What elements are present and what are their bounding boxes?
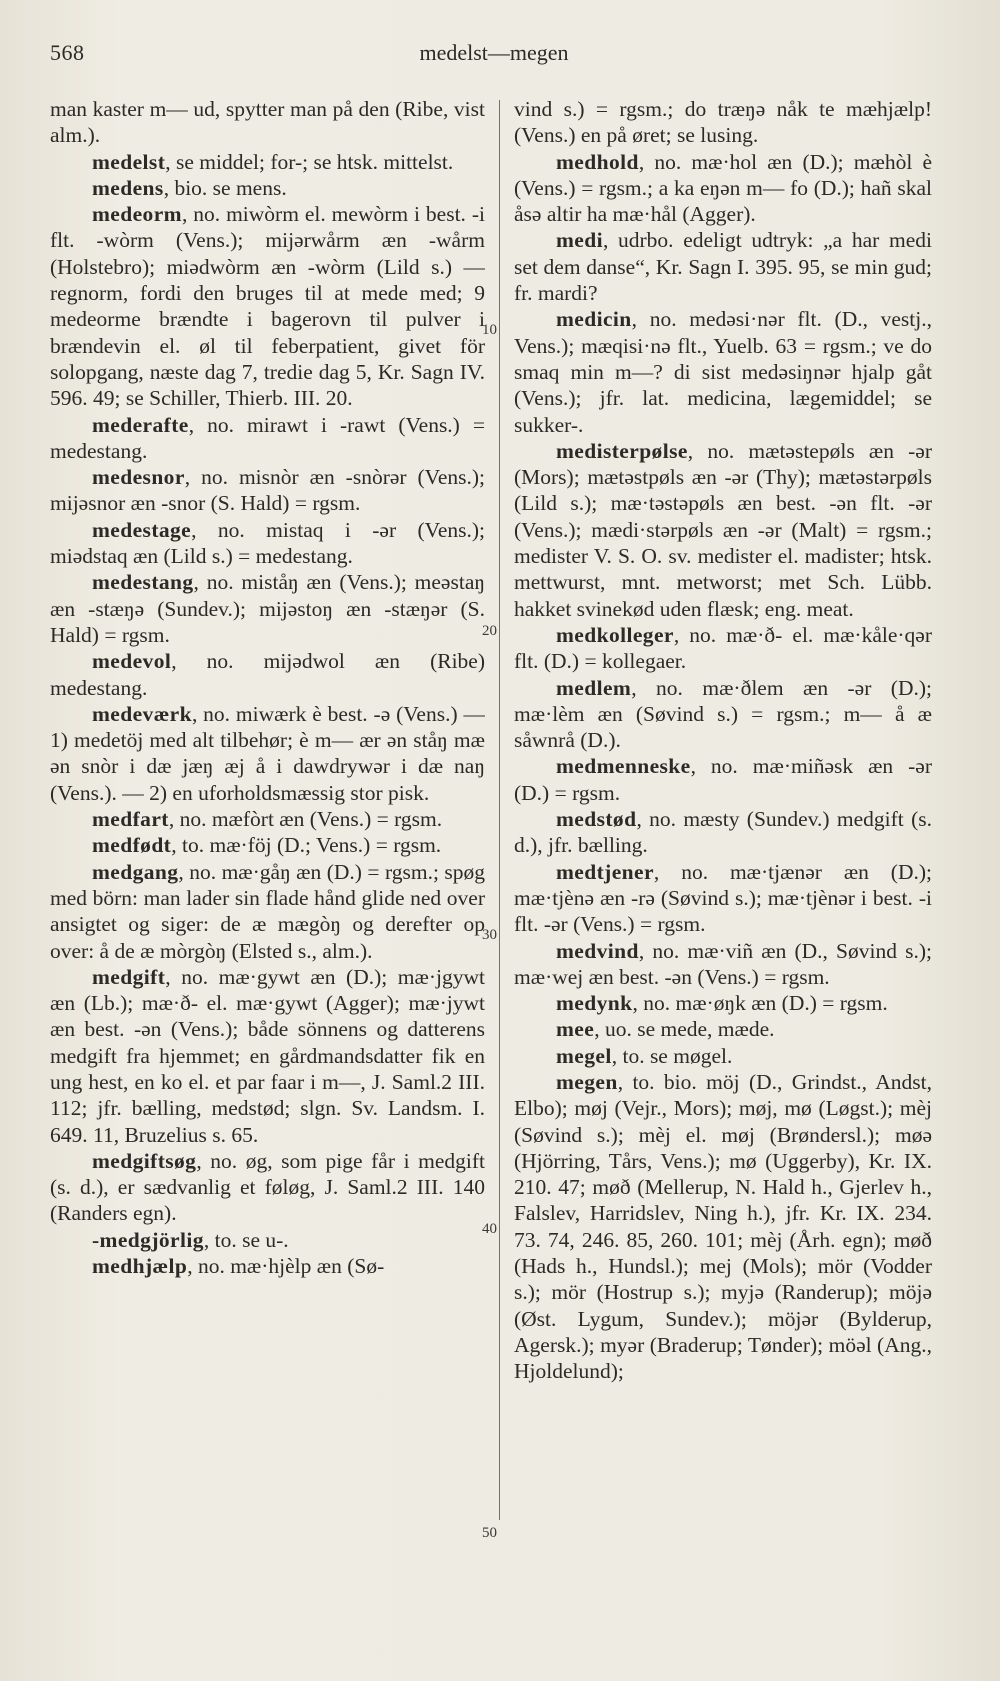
dictionary-entry — [514, 859, 932, 938]
line-number-20: 20 — [482, 623, 497, 639]
entry-headword: medfødt — [92, 833, 172, 858]
dictionary-entry — [50, 648, 485, 701]
dictionary-entry — [514, 938, 932, 991]
entry-headword: medesnor — [92, 465, 185, 490]
dictionary-entry — [514, 438, 932, 622]
entry-text: , to. se u-. — [203, 1227, 289, 1252]
dictionary-entry — [50, 464, 485, 517]
page-header — [50, 40, 938, 74]
dictionary-entry — [50, 175, 485, 201]
dictionary-entry — [50, 96, 485, 149]
line-number-10: 10 — [482, 322, 497, 338]
dictionary-entry — [50, 964, 485, 1148]
entry-headword: medens — [92, 175, 164, 200]
dictionary-entry — [50, 517, 485, 570]
line-number-30: 30 — [482, 927, 497, 943]
dictionary-entry — [514, 1069, 932, 1385]
entry-text: , no. mirawt i -rawt (Vens.) = medestang. — [50, 412, 485, 463]
entry-text: , no. miwòrm el. mewòrm i best. -i flt. -wòrm (Vens.); mijərwårm æn -wårm (Holstebro); miədwòrm æn -wòrm (Lild s.) — regnorm, fordi den bruges til at mede med; 9 medeorme brændte i bagerovn til pulver i brændevin el. øl til feberpatient, givet för solopgang, næste dag 7, tredie dag 5, Kr. Sagn IV. 596. 49; se Schiller, Thierb. III. 20. — [50, 202, 485, 411]
entry-text: , no. miståŋ æn (Vens.); meəstaŋ æn -stæŋə (Sundev.); mijəstoŋ æn -stæŋər (S. Hald) = rgsm. — [50, 570, 485, 647]
dictionary-entry — [514, 227, 932, 306]
entry-text: , to. mæ·föj (D.; Vens.) = rgsm. — [171, 833, 442, 858]
dictionary-entry — [514, 622, 932, 675]
entry-text: , udrbo. edeligt udtryk: „a har medi set dem danse“, Kr. Sagn I. 395. 95, se min gud; fr. mardi? — [514, 228, 932, 306]
dictionary-entry — [50, 1227, 485, 1253]
entry-text: man kaster m— ud, spytter man på den (Ribe, vist alm.). — [50, 97, 485, 148]
column-divider — [499, 100, 500, 1520]
line-number-50: 50 — [482, 1525, 497, 1541]
entry-text: , to. bio. möj (D., Grindst., Andst, Elbo); møj (Vejr., Mors); møj, mø (Løgst.); mèj (Søvind s.); mèj el. møj (Brøndersl.); møə (Hjörring, Tårs, Vens.); mø (Uggerby), Kr. IX. 210. 47; møð (Mellerup, N. Hald h., Gjerlev h., Falslev, Harridslev, Ning h.), jfr. Kr. IX. 234. 73. 74, 246. 85, 260. 101; mèj (Årh. egn); møð (Hads h., Hundsl.); mej (Mols); mör (Vodder s.); mör (Hostrup s.); myjə (Randerup); möjə (Øst. Lygum, Sundev.); möjər (Bylderup, Agersk.); myər (Braderup; Tønder); möəl (Ang., Hjoldelund); — [514, 1069, 932, 1384]
entry-text: , se middel; for-; se htsk. mittelst. — [165, 149, 454, 174]
entry-text: , no. mæ·gywt æn (D.); mæ·jgywt æn (Lb.); mæ·ð- el. mæ·gywt (Agger); mæ·jywt æn best. -ən (Vens.); både sönnens og datterens medgift fra hjemmet; en gårdmandsdatter fik en ung hest, en ko el. et par faar i m—, J. Saml.2 III. 112; jfr. bælling, medstød; slgn. Sv. Landsm. I. 649. 11, Bruzelius s. 65. — [50, 964, 485, 1147]
dictionary-entry — [514, 306, 932, 437]
dictionary-entry — [50, 859, 485, 964]
entry-headword: medeværk — [92, 701, 192, 726]
dictionary-entry — [50, 832, 485, 858]
entry-text: , no. mæ·hol æn (D.); mæhòl è (Vens.) = rgsm.; a ka eŋən m— fo (D.); hañ skal åsə altir ha mæ·hål (Agger). — [514, 149, 932, 227]
dictionary-entry — [50, 1253, 485, 1279]
dictionary-entry — [514, 1043, 932, 1069]
dictionary-entry — [514, 1016, 932, 1042]
dictionary-entry — [514, 149, 932, 228]
entry-headword: medelst — [92, 149, 166, 174]
entry-headword: medgift — [92, 964, 166, 989]
dictionary-entry — [50, 701, 485, 806]
entry-headword: megen — [556, 1069, 618, 1094]
entry-text: , no. mæfòrt æn (Vens.) = rgsm. — [168, 807, 443, 832]
line-number-40: 40 — [482, 1221, 497, 1237]
entry-text: , no. mæ·miñəsk æn -ər (D.) = rgsm. — [514, 754, 932, 805]
dictionary-entry — [514, 990, 932, 1016]
dictionary-entry — [50, 149, 485, 175]
entry-text: , bio. se mens. — [163, 175, 287, 200]
entry-text: , uo. se mede, mæde. — [594, 1017, 775, 1042]
entry-text: , no. mistaq i -ər (Vens.); miədstaq æn (Lild s.) = medestang. — [50, 517, 485, 569]
entry-headword: medvind — [556, 938, 639, 963]
entry-text: , no. mæsty (Sundev.) medgift (s. d.), jfr. bælling. — [514, 807, 932, 858]
entry-text: , no. mætəstepøls æn -ər (Mors); mætəstpøls æn -ər (Thy); mætəstərpøls (Lild s.); mæ·təstəpøls æn best. -ən flt. -ər (Vens.); mædi·stərpøls æn -ər (Malt) = rgsm.; medister V. S. O. sv. medister el. madister; htsk. mettwurst, mnt. metworst; met Sch. Lübb. hakket svinekød uden flæsk; eng. meat. — [514, 438, 932, 621]
entry-headword: medevol — [92, 649, 172, 674]
entry-headword: medhjælp — [92, 1254, 188, 1279]
entry-headword: medfart — [92, 807, 169, 832]
entry-headword: medhold — [556, 149, 639, 174]
dictionary-entry — [50, 806, 485, 832]
entry-headword: medmenneske — [556, 754, 691, 779]
entry-text: , no. mæ·ð- el. mæ·kåle·qər flt. (D.) = kollegaer. — [514, 622, 932, 674]
dictionary-entry — [50, 1148, 485, 1227]
entry-text: , to. se møgel. — [611, 1043, 733, 1068]
entry-headword: megel — [556, 1043, 612, 1068]
dictionary-entry — [50, 412, 485, 465]
entry-headword: medlem — [556, 675, 632, 700]
entry-headword: mee — [556, 1017, 595, 1042]
entry-headword: medgiftsøg — [92, 1148, 197, 1173]
dictionary-entry — [50, 201, 485, 411]
entry-headword: medisterpølse — [556, 438, 688, 463]
entry-text: , no. mæ·viñ æn (D., Søvind s.); mæ·wej æn best. -ən (Vens.) = rgsm. — [514, 938, 932, 989]
right-column — [514, 96, 932, 1666]
entry-text: , no. miwærk è best. -ə (Vens.) — 1) medetöj med alt tilbehør; è m— ær ən ståŋ mæ ən snòr i dæ jæŋ æj å i dawdrywər i dæ naŋ (Vens.). — 2) en uforholdsmæssig stor pisk. — [50, 701, 485, 805]
entry-text: , no. medəsi·nər flt. (D., vestj., Vens.); mæqisi·nə flt., Yuelb. 63 = rgsm.; ve do smaq min m—? di sist medəsiŋnər hjalp gåt (Vens.); jfr. lat. medicina, lægemiddel; se sukker-. — [514, 307, 932, 437]
entry-headword: medstød — [556, 807, 637, 832]
entry-headword: medestage — [92, 517, 192, 542]
dictionary-entry — [514, 675, 932, 754]
entry-text: , no. mæ·øŋk æn (D.) = rgsm. — [632, 991, 888, 1016]
entry-headword: medgang — [92, 859, 179, 884]
entry-headword: medeorm — [92, 202, 182, 227]
dictionary-entry — [514, 806, 932, 859]
entry-headword: medtjener — [556, 859, 654, 884]
dictionary-entry — [50, 569, 485, 648]
page-number: 568 — [50, 40, 85, 65]
dictionary-entry — [514, 753, 932, 806]
entry-text: , no. mæ·gåŋ æn (D.) = rgsm.; spøg med börn: man lader sin flade hånd glide ned over ansigtet og siger: de æ mægòŋ og derefter op over: å de æ mòrgòŋ (Elsted s., alm.). — [50, 859, 485, 963]
running-head: medelst—megen — [419, 40, 569, 65]
entry-headword: medi — [556, 228, 603, 253]
entry-headword: -medgjörlig — [92, 1227, 204, 1252]
entry-text: , no. mijədwol æn (Ribe) medestang. — [50, 649, 485, 700]
left-column — [50, 96, 485, 1666]
entry-text: , no. øg, som pige får i medgift (s. d.), er sædvanlig et føløg, J. Saml.2 III. 140 (Randers egn). — [50, 1148, 485, 1226]
entry-text: , no. mæ·tjænər æn (D.); mæ·tjènə æn -rə (Søvind s.); mæ·tjènər i best. -i flt. -ər (Vens.) = rgsm. — [514, 859, 932, 937]
entry-text: , no. misnòr æn -snòrər (Vens.); mijəsnor æn -snor (S. Hald) = rgsm. — [50, 465, 485, 516]
entry-headword: medkolleger — [556, 622, 674, 647]
dictionary-entry — [514, 96, 932, 149]
entry-headword: medicin — [556, 307, 632, 332]
entry-headword: medestang — [92, 570, 194, 595]
entry-headword: medynk — [556, 991, 633, 1016]
entry-text: , no. mæ·hjèlp æn (Sø- — [187, 1254, 385, 1279]
entry-headword: mederafte — [92, 412, 189, 437]
entry-text: , no. mæ·ðlem æn -ər (D.); mæ·lèm æn (Søvind s.) = rgsm.; m— å æ såwnrå (D.). — [514, 675, 932, 753]
entry-text: vind s.) = rgsm.; do træŋə nåk te mæhjælp! (Vens.) en på øret; se lusing. — [514, 97, 932, 148]
